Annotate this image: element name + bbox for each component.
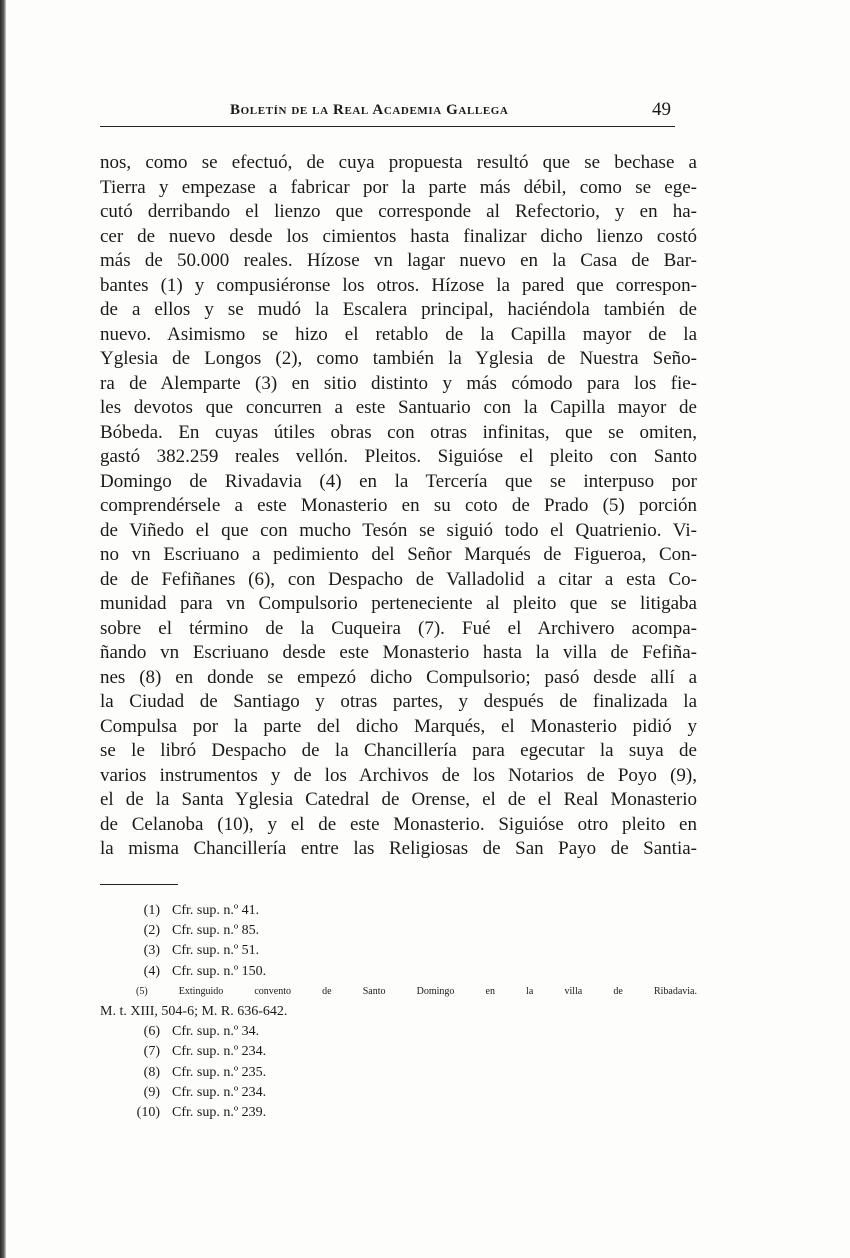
body-line: de a ellos y se mudó la Escalera principal, haciéndola también de (100, 299, 697, 320)
footnote (100, 1063, 697, 1083)
body-line: Bóbeda. En cuyas útiles obras con otras infinitas, que se omiten, (100, 421, 697, 443)
footnote-number: (3) (143, 943, 160, 959)
body-line: nuevo. Asimismo se hizo el retablo de la Capilla mayor de la (100, 323, 697, 345)
body-line: Compulsa por la parte del dicho Marqués, el Monasterio pidió y (100, 715, 697, 737)
footnote-number: (8) (143, 1064, 160, 1080)
body-line: Tierra y empezase a fabricar por la parte más débil, como se ege- (100, 176, 697, 198)
footnote-text: Cfr. sup. n.º 239. (172, 1104, 267, 1120)
body-line: cer de nuevo desde los cimientos hasta finalizar dicho lienzo costó (100, 225, 697, 247)
footnote-text: Cfr. sup. n.º 235. (172, 1064, 267, 1080)
body-line: Domingo de Rivadavia (4) en la Tercería que se interpuso por (100, 470, 697, 492)
body-line: se le libró Despacho de la Chancillería para egecutar la suya de (100, 740, 697, 761)
footnote-text: Cfr. sup. n.º 234. (172, 1084, 267, 1100)
body-line: la Ciudad de Santiago y otras partes, y después de finalizada la (100, 691, 697, 712)
footnote (100, 962, 697, 982)
footnote-text: Cfr. sup. n.º 51. (172, 943, 260, 959)
body-line: comprendérsele a este Monasterio en su coto de Prado (5) porción (100, 495, 697, 516)
body-line: de Viñedo el que con mucho Tesón se siguió todo el Quatrienio. Vi- (100, 519, 697, 541)
footnote-text: Cfr. sup. n.º 150. (172, 963, 267, 979)
body-line: la misma Chancillería entre las Religiosas de San Payo de Santia- (100, 838, 697, 859)
footnote-number: (9) (143, 1084, 160, 1100)
body-line: nes (8) en donde se empezó dicho Compulsorio; pasó desde allí a (100, 666, 697, 688)
footnotes (100, 901, 697, 1123)
footnote (100, 941, 697, 961)
footnote-number: (6) (143, 1024, 160, 1040)
footnote-text: Cfr. sup. n.º 234. (172, 1044, 267, 1060)
body-line: Yglesia de Longos (2), como también la Yglesia de Nuestra Seño- (100, 348, 697, 369)
footnote (100, 1103, 697, 1123)
footnote-number: (4) (143, 963, 160, 979)
footnote (100, 1042, 697, 1062)
body-line: más de 50.000 reales. Hízose vn lagar nuevo en la Casa de Bar- (100, 250, 697, 271)
body-line: cutó derribando el lienzo que corresponde al Refectorio, y en ha- (100, 201, 697, 222)
footnote-divider (100, 884, 178, 885)
body-line: ñando vn Escriuano desde este Monasterio hasta la villa de Fefiña- (100, 642, 697, 663)
footnote-text: Cfr. sup. n.º 41. (172, 903, 260, 918)
footnote-number: (10) (136, 1104, 160, 1120)
page-header (100, 98, 675, 127)
footnote (100, 1022, 697, 1042)
footnote (100, 921, 697, 941)
body-line: varios instrumentos y de los Archivos de los Notarios de Poyo (9), (100, 764, 697, 786)
body-line: gastó 382.259 reales vellón. Pleitos. Siguióse el pleito con Santo (100, 446, 697, 467)
body-line: munidad para vn Compulsorio perteneciente al pleito que se litigaba (100, 593, 697, 614)
page-number: 49 (652, 99, 671, 120)
body-line: nos, como se efectuó, de cuya propuesta resultó que se bechase a (100, 152, 697, 173)
footnote (100, 1083, 697, 1103)
body-line: el de la Santa Yglesia Catedral de Orense, el de el Real Monasterio (100, 789, 697, 810)
scan-binding-edge (0, 0, 6, 1258)
footnote-5-line-2: M. t. XIII, 504-6; M. R. 636-642. (100, 1003, 288, 1019)
body-line: ra de Alemparte (3) en sitio distinto y más cómodo para los fie- (100, 372, 697, 394)
footnote (100, 901, 697, 921)
body-line: les devotos que concurren a este Santuario con la Capilla mayor de (100, 397, 697, 418)
footnote-number: (7) (143, 1044, 160, 1060)
footnote-number: (1) (143, 903, 160, 918)
footnote-text: Cfr. sup. n.º 34. (172, 1024, 260, 1040)
body-line: de de Fefiñanes (6), con Despacho de Valladolid a citar a esta Co- (100, 568, 697, 590)
footnote-number: (2) (143, 923, 160, 939)
body-line: no vn Escriuano a pedimiento del Señor Marqués de Figueroa, Con- (100, 544, 697, 565)
footnote-5-line-1: (5) Extinguido convento de Santo Domingo en la villa de Ribadavia. (136, 985, 697, 997)
body-line: de Celanoba (10), y el de este Monasterio. Siguióse otro pleito en (100, 813, 697, 835)
body-line: bantes (1) y compusiéronse los otros. Hízose la pared que correspon- (100, 274, 697, 296)
body-line: sobre el término de la Cuqueira (7). Fué el Archivero acompa- (100, 617, 697, 639)
footnote-text: Cfr. sup. n.º 85. (172, 923, 260, 939)
running-title: Boletín de la Real Academia Gallega (230, 102, 509, 118)
body-text (100, 151, 697, 862)
